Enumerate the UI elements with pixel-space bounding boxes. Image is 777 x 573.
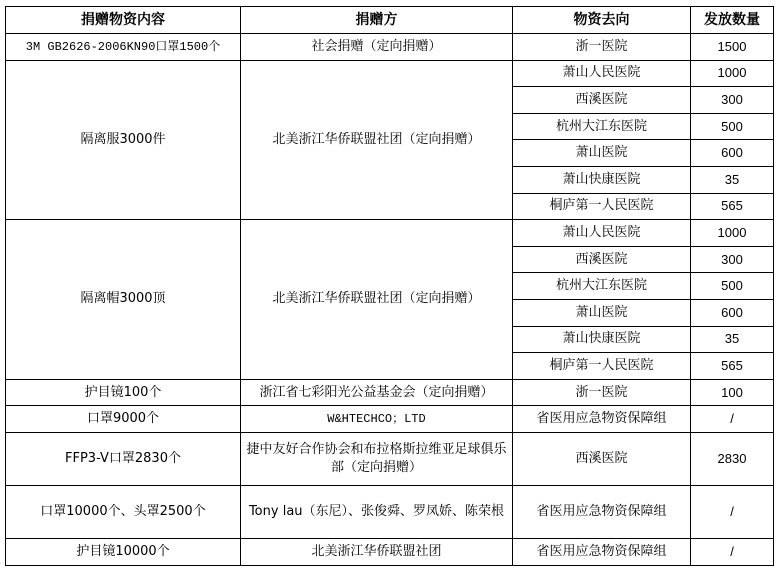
destination-cell: 杭州大江东医院 <box>513 113 691 140</box>
destination-cell: 省医用应急物资保障组 <box>513 406 691 433</box>
quantity-cell: / <box>691 406 774 433</box>
table-row <box>6 60 774 87</box>
destination-cell: 萧山人民医院 <box>513 220 691 247</box>
table-row <box>6 538 774 565</box>
item-cell: 口罩10000个、头罩2500个 <box>6 485 241 538</box>
quantity-cell: 1500 <box>691 34 774 61</box>
table-row <box>6 220 774 247</box>
quantity-cell: 300 <box>691 87 774 114</box>
quantity-cell: / <box>691 538 774 565</box>
item-cell: 隔离帽3000顶 <box>6 220 241 380</box>
destination-cell: 萧山快康医院 <box>513 326 691 353</box>
table-row <box>6 432 774 485</box>
quantity-cell: 600 <box>691 140 774 167</box>
quantity-cell: 565 <box>691 193 774 220</box>
donor-cell: 北美浙江华侨联盟社团（定向捐赠） <box>241 60 513 220</box>
item-cell: 隔离服3000件 <box>6 60 241 220</box>
quantity-cell: 500 <box>691 273 774 300</box>
item-cell: 护目镜10000个 <box>6 538 241 565</box>
table-row <box>6 379 774 406</box>
quantity-cell: 300 <box>691 246 774 273</box>
destination-cell: 桐庐第一人民医院 <box>513 193 691 220</box>
destination-cell: 萧山医院 <box>513 140 691 167</box>
donor-cell: W&HTECHCO；LTD <box>241 406 513 433</box>
donor-cell: 北美浙江华侨联盟社团（定向捐赠） <box>241 220 513 380</box>
donation-table <box>5 6 774 566</box>
donor-cell: 捷中友好合作协会和布拉格斯拉维亚足球俱乐部（定向捐赠） <box>241 432 513 485</box>
quantity-cell: / <box>691 485 774 538</box>
quantity-cell: 565 <box>691 353 774 380</box>
table-row <box>6 34 774 61</box>
destination-cell: 浙一医院 <box>513 379 691 406</box>
header-item: 捐赠物资内容 <box>6 7 241 34</box>
quantity-cell: 500 <box>691 113 774 140</box>
destination-cell: 省医用应急物资保障组 <box>513 538 691 565</box>
destination-cell: 西溪医院 <box>513 246 691 273</box>
table-row <box>6 406 774 433</box>
donor-cell: 北美浙江华侨联盟社团 <box>241 538 513 565</box>
destination-cell: 西溪医院 <box>513 432 691 485</box>
item-cell: FFP3-V口罩2830个 <box>6 432 241 485</box>
donor-cell: Tony lau（东尼）、张俊舜、罗凤娇、陈荣根 <box>241 485 513 538</box>
table-row <box>6 485 774 538</box>
quantity-cell: 1000 <box>691 220 774 247</box>
quantity-cell: 35 <box>691 326 774 353</box>
header-row <box>6 7 774 34</box>
quantity-cell: 2830 <box>691 432 774 485</box>
destination-cell: 萧山快康医院 <box>513 166 691 193</box>
quantity-cell: 1000 <box>691 60 774 87</box>
destination-cell: 西溪医院 <box>513 87 691 114</box>
quantity-cell: 100 <box>691 379 774 406</box>
donor-cell: 浙江省七彩阳光公益基金会（定向捐赠） <box>241 379 513 406</box>
item-cell: 3M GB2626-2006KN90口罩1500个 <box>6 34 241 61</box>
item-cell: 口罩9000个 <box>6 406 241 433</box>
quantity-cell: 600 <box>691 299 774 326</box>
header-quantity: 发放数量 <box>691 7 774 34</box>
destination-cell: 萧山医院 <box>513 299 691 326</box>
quantity-cell: 35 <box>691 166 774 193</box>
destination-cell: 萧山人民医院 <box>513 60 691 87</box>
item-cell: 护目镜100个 <box>6 379 241 406</box>
header-donor: 捐赠方 <box>241 7 513 34</box>
donor-cell: 社会捐赠（定向捐赠） <box>241 34 513 61</box>
destination-cell: 桐庐第一人民医院 <box>513 353 691 380</box>
destination-cell: 省医用应急物资保障组 <box>513 485 691 538</box>
header-destination: 物资去向 <box>513 7 691 34</box>
destination-cell: 浙一医院 <box>513 34 691 61</box>
destination-cell: 杭州大江东医院 <box>513 273 691 300</box>
